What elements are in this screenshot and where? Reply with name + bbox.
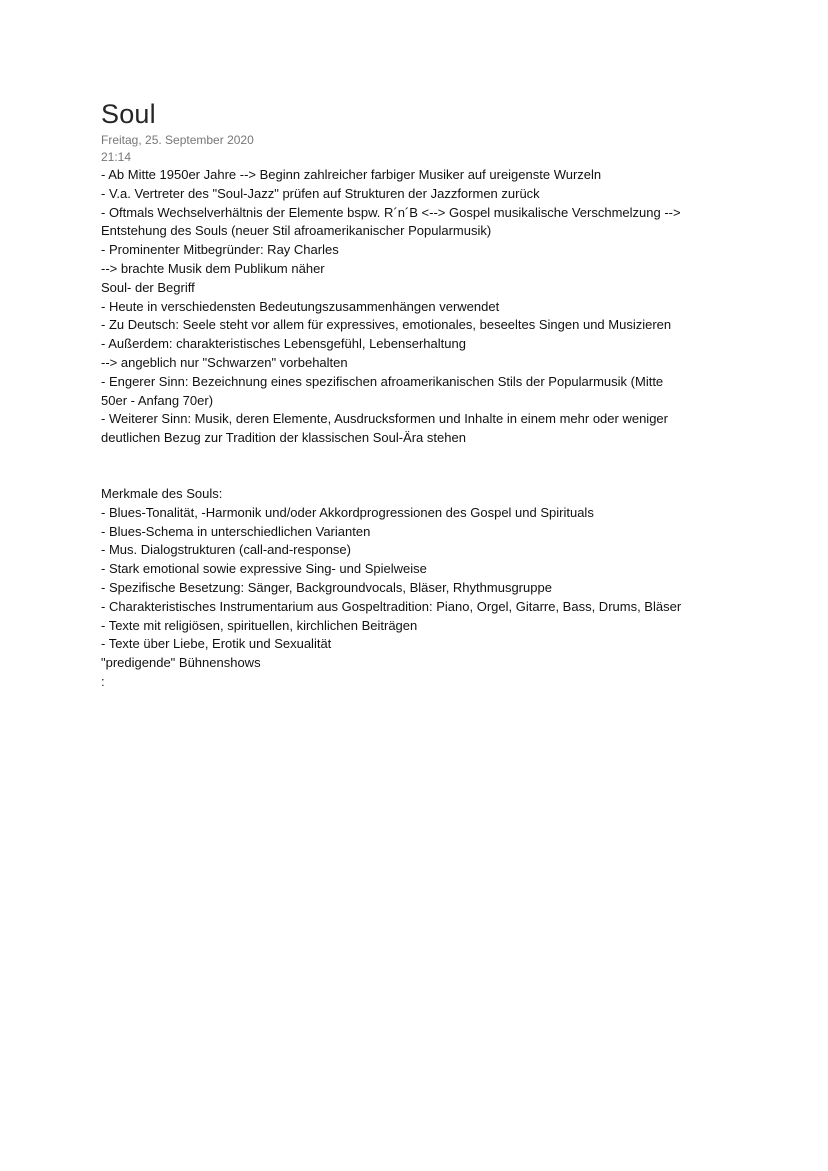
text-line: - Zu Deutsch: Seele steht vor allem für expressives, emotionales, beseeltes Singen und Musizieren — [101, 317, 672, 333]
text-line: - Prominenter Mitbegründer: Ray Charles — [101, 242, 339, 258]
text-line: - Charakteristisches Instrumentarium aus Gospeltradition: Piano, Orgel, Gitarre, Bass, Drums, Bläser — [101, 598, 682, 614]
text-line: - Stark emotional sowie expressive Sing- und Spielweise — [101, 561, 427, 577]
note-body-section-1 — [101, 166, 761, 448]
text-line: - Mus. Dialogstrukturen (call-and-response) — [101, 542, 351, 558]
text-line: - Texte mit religiösen, spirituellen, kirchlichen Beiträgen — [101, 617, 418, 633]
text-line: - Spezifische Besetzung: Sänger, Backgroundvocals, Bläser, Rhythmusgruppe — [101, 579, 552, 595]
text-line: - Texte über Liebe, Erotik und Sexualität — [101, 636, 332, 652]
text-line: "predigende" Bühnenshows — [101, 655, 261, 671]
text-line: - V.a. Vertreter des "Soul-Jazz" prüfen auf Strukturen der Jazzformen zurück — [101, 185, 540, 201]
text-line: --> brachte Musik dem Publikum näher — [101, 260, 325, 276]
text-line: - Blues-Tonalität, -Harmonik und/oder Akkordprogressionen des Gospel und Spirituals — [101, 504, 594, 520]
subheading: Soul- der Begriff — [101, 279, 195, 295]
text-line: - Oftmals Wechselverhältnis der Elemente bspw. R´n´B <--> Gospel musikalische Verschmelzung --> — [101, 204, 681, 220]
note-time: 21:14 — [101, 150, 132, 164]
page-title: Soul — [101, 99, 156, 129]
text-line: 50er - Anfang 70er) — [101, 392, 214, 408]
note-date: Freitag, 25. September 2020 — [101, 133, 254, 147]
text-line: - Ab Mitte 1950er Jahre --> Beginn zahlreicher farbiger Musiker auf ureigenste Wurzeln — [101, 167, 602, 182]
text-line: --> angeblich nur "Schwarzen" vorbehalten — [101, 354, 348, 370]
text-line: deutlichen Bezug zur Tradition der klassischen Soul-Ära stehen — [101, 430, 466, 446]
text-line: - Engerer Sinn: Bezeichnung eines spezifischen afroamerikanischen Stils der Popularmusik (Mitte — [101, 373, 664, 389]
text-line: : — [101, 673, 105, 689]
note-body-section-2 — [101, 485, 761, 692]
note-page — [101, 96, 761, 692]
text-line: - Außerdem: charakteristisches Lebensgefühl, Lebenserhaltung — [101, 336, 466, 352]
text-line: - Heute in verschiedensten Bedeutungszusammenhängen verwendet — [101, 298, 500, 314]
spacer — [101, 448, 761, 485]
subheading: Merkmale des Souls: — [101, 485, 223, 501]
text-line: - Weiterer Sinn: Musik, deren Elemente, Ausdrucksformen und Inhalte in einem mehr oder weniger — [101, 411, 668, 427]
text-line: - Blues-Schema in unterschiedlichen Varianten — [101, 523, 371, 539]
text-line: Entstehung des Souls (neuer Stil afroamerikanischer Popularmusik) — [101, 223, 492, 239]
